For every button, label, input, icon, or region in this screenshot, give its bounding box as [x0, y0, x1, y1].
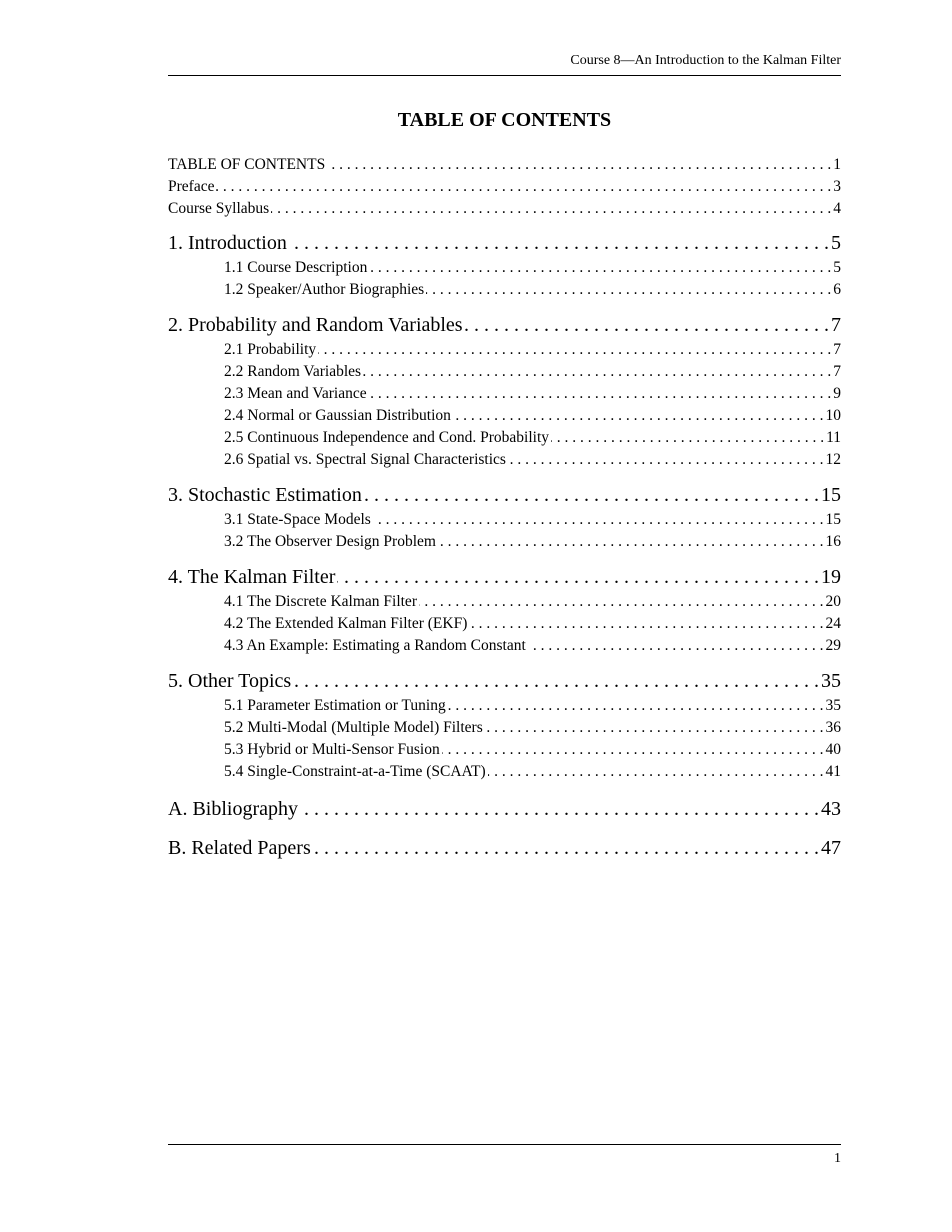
toc-section-label: 5.2 Multi-Modal (Multiple Model) Filters [224, 719, 483, 736]
toc-section-label: 2.2 Random Variables [224, 363, 362, 380]
dot-leader [369, 257, 831, 279]
toc-chapter-page: 15 [821, 484, 841, 506]
toc-section-page: 7 [833, 341, 841, 358]
toc-section-4-3[interactable] [168, 635, 841, 657]
page-number: 1 [834, 1151, 841, 1166]
toc-section-page: 12 [825, 451, 841, 468]
toc-appendix-page: 47 [821, 837, 841, 859]
dot-leader [318, 339, 831, 361]
page-title: TABLE OF CONTENTS [397, 109, 612, 131]
toc-chapter-kalman-filter[interactable] [168, 564, 841, 590]
toc-chapter-introduction[interactable] [168, 230, 841, 256]
toc-appendix-page: 43 [821, 798, 841, 820]
dot-leader [419, 591, 824, 613]
toc-section-page: 41 [825, 763, 841, 780]
dot-leader [373, 509, 824, 531]
dot-leader [337, 564, 819, 590]
footer-rule [168, 1144, 841, 1145]
toc-entry-page: 4 [833, 200, 841, 217]
toc-chapter-label: 5. Other Topics [168, 670, 292, 692]
dot-leader [438, 531, 824, 553]
toc-chapter-page: 19 [821, 566, 841, 588]
toc-section-page: 5 [833, 259, 841, 276]
toc-section-2-2[interactable] [168, 361, 841, 383]
toc-section-page: 16 [825, 533, 841, 550]
toc-section-label: 2.6 Spatial vs. Spectral Signal Characteristics [224, 451, 506, 468]
dot-leader [442, 739, 824, 761]
toc-chapter-page: 7 [831, 314, 841, 336]
dot-leader [469, 613, 823, 635]
dot-leader [313, 835, 819, 861]
toc-section-label: 1.2 Speaker/Author Biographies [224, 281, 425, 298]
running-header: Course 8—An Introduction to the Kalman Filter [570, 53, 841, 68]
toc-entry-label: TABLE OF CONTENTS [168, 156, 326, 173]
dot-leader [300, 796, 819, 822]
toc-section-label: 2.3 Mean and Variance [224, 385, 367, 402]
toc-entry-course-syllabus[interactable] [168, 198, 841, 220]
dot-leader [289, 230, 829, 256]
toc-appendix-related-papers[interactable] [168, 835, 841, 861]
toc-section-label: 4.2 The Extended Kalman Filter (EKF) [224, 615, 468, 632]
toc-section-4-2[interactable] [168, 613, 841, 635]
toc-section-page: 24 [825, 615, 841, 632]
toc-section-1-2[interactable] [168, 279, 841, 301]
dot-leader [453, 405, 824, 427]
dot-leader [327, 154, 831, 176]
dot-leader [426, 279, 831, 301]
dot-leader [485, 717, 824, 739]
toc-section-label: 5.1 Parameter Estimation or Tuning [224, 697, 446, 714]
toc-section-5-2[interactable] [168, 717, 841, 739]
dot-leader [508, 449, 824, 471]
toc-section-label: 5.4 Single-Constraint-at-a-Time (SCAAT) [224, 763, 486, 780]
dot-leader [488, 761, 824, 783]
table-of-contents [168, 154, 841, 862]
toc-chapter-page: 5 [831, 232, 841, 254]
toc-section-page: 20 [825, 593, 841, 610]
toc-chapter-page: 35 [821, 670, 841, 692]
toc-entry-preface[interactable] [168, 176, 841, 198]
toc-section-1-1[interactable] [168, 257, 841, 279]
toc-section-4-1[interactable] [168, 591, 841, 613]
toc-section-2-4[interactable] [168, 405, 841, 427]
toc-section-page: 36 [825, 719, 841, 736]
toc-appendix-label: B. Related Papers [168, 837, 311, 859]
toc-section-2-3[interactable] [168, 383, 841, 405]
toc-section-page: 11 [826, 429, 841, 446]
toc-section-2-6[interactable] [168, 449, 841, 471]
toc-section-page: 35 [825, 697, 841, 714]
dot-leader [364, 482, 819, 508]
dot-leader [528, 635, 824, 657]
toc-entry-table-of-contents[interactable] [168, 154, 841, 176]
header-rule [168, 75, 841, 76]
toc-section-5-1[interactable] [168, 695, 841, 717]
toc-section-label: 2.5 Continuous Independence and Cond. Probability [224, 429, 550, 446]
toc-section-label: 3.1 State-Space Models [224, 511, 371, 528]
dot-leader [448, 695, 824, 717]
toc-appendix-bibliography[interactable] [168, 796, 841, 822]
dot-leader [271, 198, 831, 220]
toc-appendix-label: A. Bibliography [168, 798, 298, 820]
toc-entry-label: Preface [168, 178, 215, 195]
dot-leader [551, 427, 824, 449]
toc-entry-page: 1 [833, 156, 841, 173]
toc-section-page: 10 [825, 407, 841, 424]
toc-section-page: 40 [825, 741, 841, 758]
toc-section-2-1[interactable] [168, 339, 841, 361]
toc-chapter-label: 2. Probability and Random Variables [168, 314, 463, 336]
toc-chapter-label: 4. The Kalman Filter [168, 566, 336, 588]
toc-section-page: 7 [833, 363, 841, 380]
toc-section-page: 29 [825, 637, 841, 654]
toc-entry-label: Course Syllabus [168, 200, 270, 217]
toc-section-3-1[interactable] [168, 509, 841, 531]
toc-section-label: 2.1 Probability [224, 341, 317, 358]
toc-entry-page: 3 [833, 178, 841, 195]
toc-section-5-3[interactable] [168, 739, 841, 761]
toc-section-page: 9 [833, 385, 841, 402]
toc-chapter-probability[interactable] [168, 312, 841, 338]
toc-chapter-other-topics[interactable] [168, 668, 841, 694]
dot-leader [363, 361, 831, 383]
toc-section-label: 2.4 Normal or Gaussian Distribution [224, 407, 451, 424]
toc-chapter-label: 1. Introduction [168, 232, 287, 254]
toc-section-label: 4.1 The Discrete Kalman Filter [224, 593, 417, 610]
toc-section-label: 5.3 Hybrid or Multi-Sensor Fusion [224, 741, 440, 758]
dot-leader [216, 176, 831, 198]
dot-leader [369, 383, 832, 405]
toc-section-5-4[interactable] [168, 761, 841, 783]
toc-section-3-2[interactable] [168, 531, 841, 553]
dot-leader [293, 668, 819, 694]
toc-chapter-stochastic-estimation[interactable] [168, 482, 841, 508]
toc-section-label: 1.1 Course Description [224, 259, 368, 276]
toc-section-label: 3.2 The Observer Design Problem [224, 533, 436, 550]
dot-leader [465, 312, 829, 338]
toc-section-page: 15 [825, 511, 841, 528]
toc-section-2-5[interactable] [168, 427, 841, 449]
toc-section-label: 4.3 An Example: Estimating a Random Constant [224, 637, 526, 654]
toc-section-page: 6 [833, 281, 841, 298]
toc-chapter-label: 3. Stochastic Estimation [168, 484, 362, 506]
